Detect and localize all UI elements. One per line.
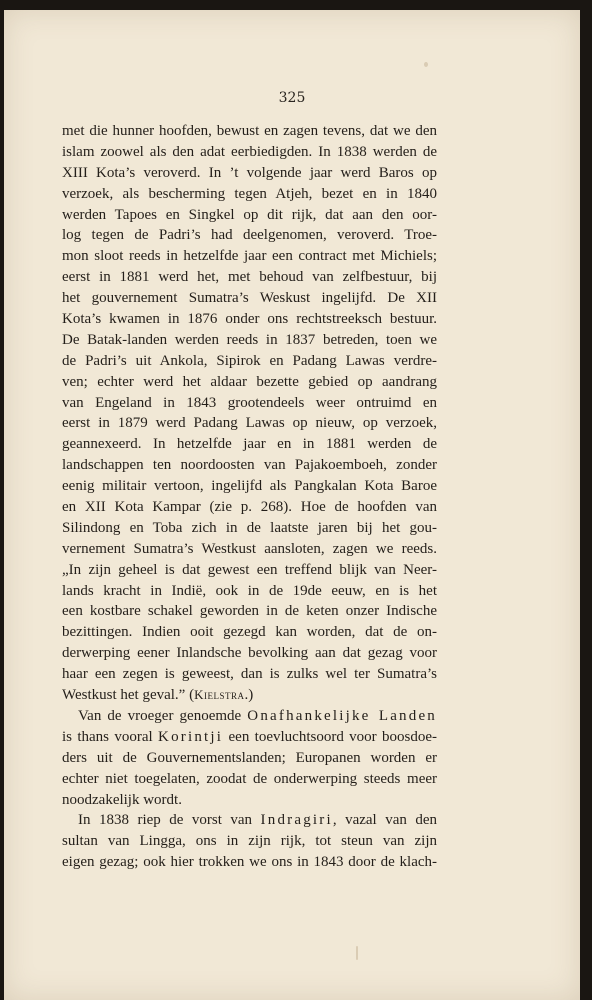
text-line: Kota’s kwamen in 1876 onder ons rechtstreeksch bestuur. bbox=[62, 311, 437, 328]
text-line: Silindong en Toba zich in de laatste jaren bij het gou- bbox=[62, 519, 437, 536]
text-line: sultan van Lingga, ons in zijn rijk, tot steun van zijn bbox=[62, 833, 437, 850]
text-line: Westkust het geval.” (Kielstra.) bbox=[62, 687, 254, 704]
text-line: bezittingen. Indien ooit gezegd kan worden, dat de on- bbox=[62, 624, 437, 641]
text-line: Van de vroeger genoemde Onafhankelijke Landen bbox=[78, 707, 438, 724]
author-citation: Kielstra bbox=[194, 687, 245, 703]
text-line: werden Tapoes en Singkel op dit rijk, dat aan den oor- bbox=[62, 206, 437, 223]
text-line: haar een zegen is geweest, dan is zulks wel ter Sumatra’s bbox=[62, 666, 437, 683]
text-line: eenig militair vertoon, ingelijfd als Pangkalan Kota Baroe bbox=[62, 478, 437, 495]
text-line: log tegen de Padri’s had deelgenomen, veroverd. Troe- bbox=[62, 227, 437, 244]
text-line: is thans vooral Korintji een toevluchtsoord voor boosdoe- bbox=[62, 728, 438, 745]
text-line: derwerping eener Inlandsche bevolking aan dat gezag voor bbox=[62, 645, 437, 662]
text-line: lands kracht in Indië, ook in de 19de eeuw, en is het bbox=[62, 582, 437, 599]
paper-stain bbox=[356, 946, 358, 960]
text-line: De Batak-landen werden reeds in 1837 betreden, toen we bbox=[62, 331, 437, 348]
text-line: XIII Kota’s veroverd. In ’t volgende jaar werd Baros op bbox=[62, 164, 437, 181]
text-line: met die hunner hoofden, bewust en zagen tevens, dat we den bbox=[62, 123, 437, 139]
text-line: een kostbare schakel geworden in de keten onzer Indische bbox=[62, 603, 437, 620]
text-line: ders uit de Gouvernementslanden; Europanen worden er bbox=[62, 749, 437, 766]
text-line: de Padri’s uit Ankola, Sipirok en Padang Lawas verdre- bbox=[62, 352, 437, 369]
text-line: In 1838 riep de vorst van Indragiri, vazal van den bbox=[78, 812, 437, 829]
text-line: van Engeland in 1843 grootendeels weer ontruimd en bbox=[62, 394, 437, 411]
emphasized-term: Indragiri bbox=[260, 812, 333, 829]
text-line: mon sloot reeds in hetzelfde jaar een contract met Michiels; bbox=[62, 248, 437, 265]
text-line: het gouvernement Sumatra’s Weskust ingelijfd. De XII bbox=[62, 290, 437, 307]
text-line: geannexeerd. In hetzelfde jaar en in 1881 werden de bbox=[62, 436, 437, 453]
text-line: eerst in 1881 werd het, met behoud van zelfbestuur, bij bbox=[62, 269, 437, 286]
text-line: eigen gezag; ook hier trokken we ons in 1843 door de klach- bbox=[62, 854, 437, 871]
paper-stain bbox=[424, 62, 428, 67]
text-line: landschappen ten noordoosten van Pajakoemboeh, zonder bbox=[62, 457, 437, 474]
page-number: 325 bbox=[278, 90, 306, 106]
text-line: islam zoowel als den adat eerbiedigden. In 1838 werden de bbox=[62, 143, 437, 160]
text-line: en XII Kota Kampar (zie p. 268). Hoe de hoofden van bbox=[62, 499, 437, 516]
text-line: „In zijn geheel is dat gewest een treffend blijk van Neer- bbox=[62, 561, 437, 578]
text-line: ven; echter werd het aldaar bezette gebied op aandrang bbox=[62, 373, 437, 390]
emphasized-term: Korintji bbox=[158, 728, 224, 745]
text-line: verzoek, als bescherming tegen Atjeh, bezet en in 1840 bbox=[62, 185, 437, 202]
text-line: noodzakelijk wordt. bbox=[62, 791, 182, 808]
text-line: eerst in 1879 werd Padang Lawas op nieuw, op verzoek, bbox=[62, 415, 437, 432]
book-page bbox=[4, 10, 580, 1000]
text-line: echter niet toegelaten, zoodat de onderwerping steeds meer bbox=[62, 770, 437, 787]
body-text bbox=[62, 121, 437, 873]
emphasized-term: Onafhankelijke Landen bbox=[247, 707, 438, 724]
text-line: vernement Sumatra’s Westkust aansloten, zagen we reeds. bbox=[62, 540, 437, 557]
